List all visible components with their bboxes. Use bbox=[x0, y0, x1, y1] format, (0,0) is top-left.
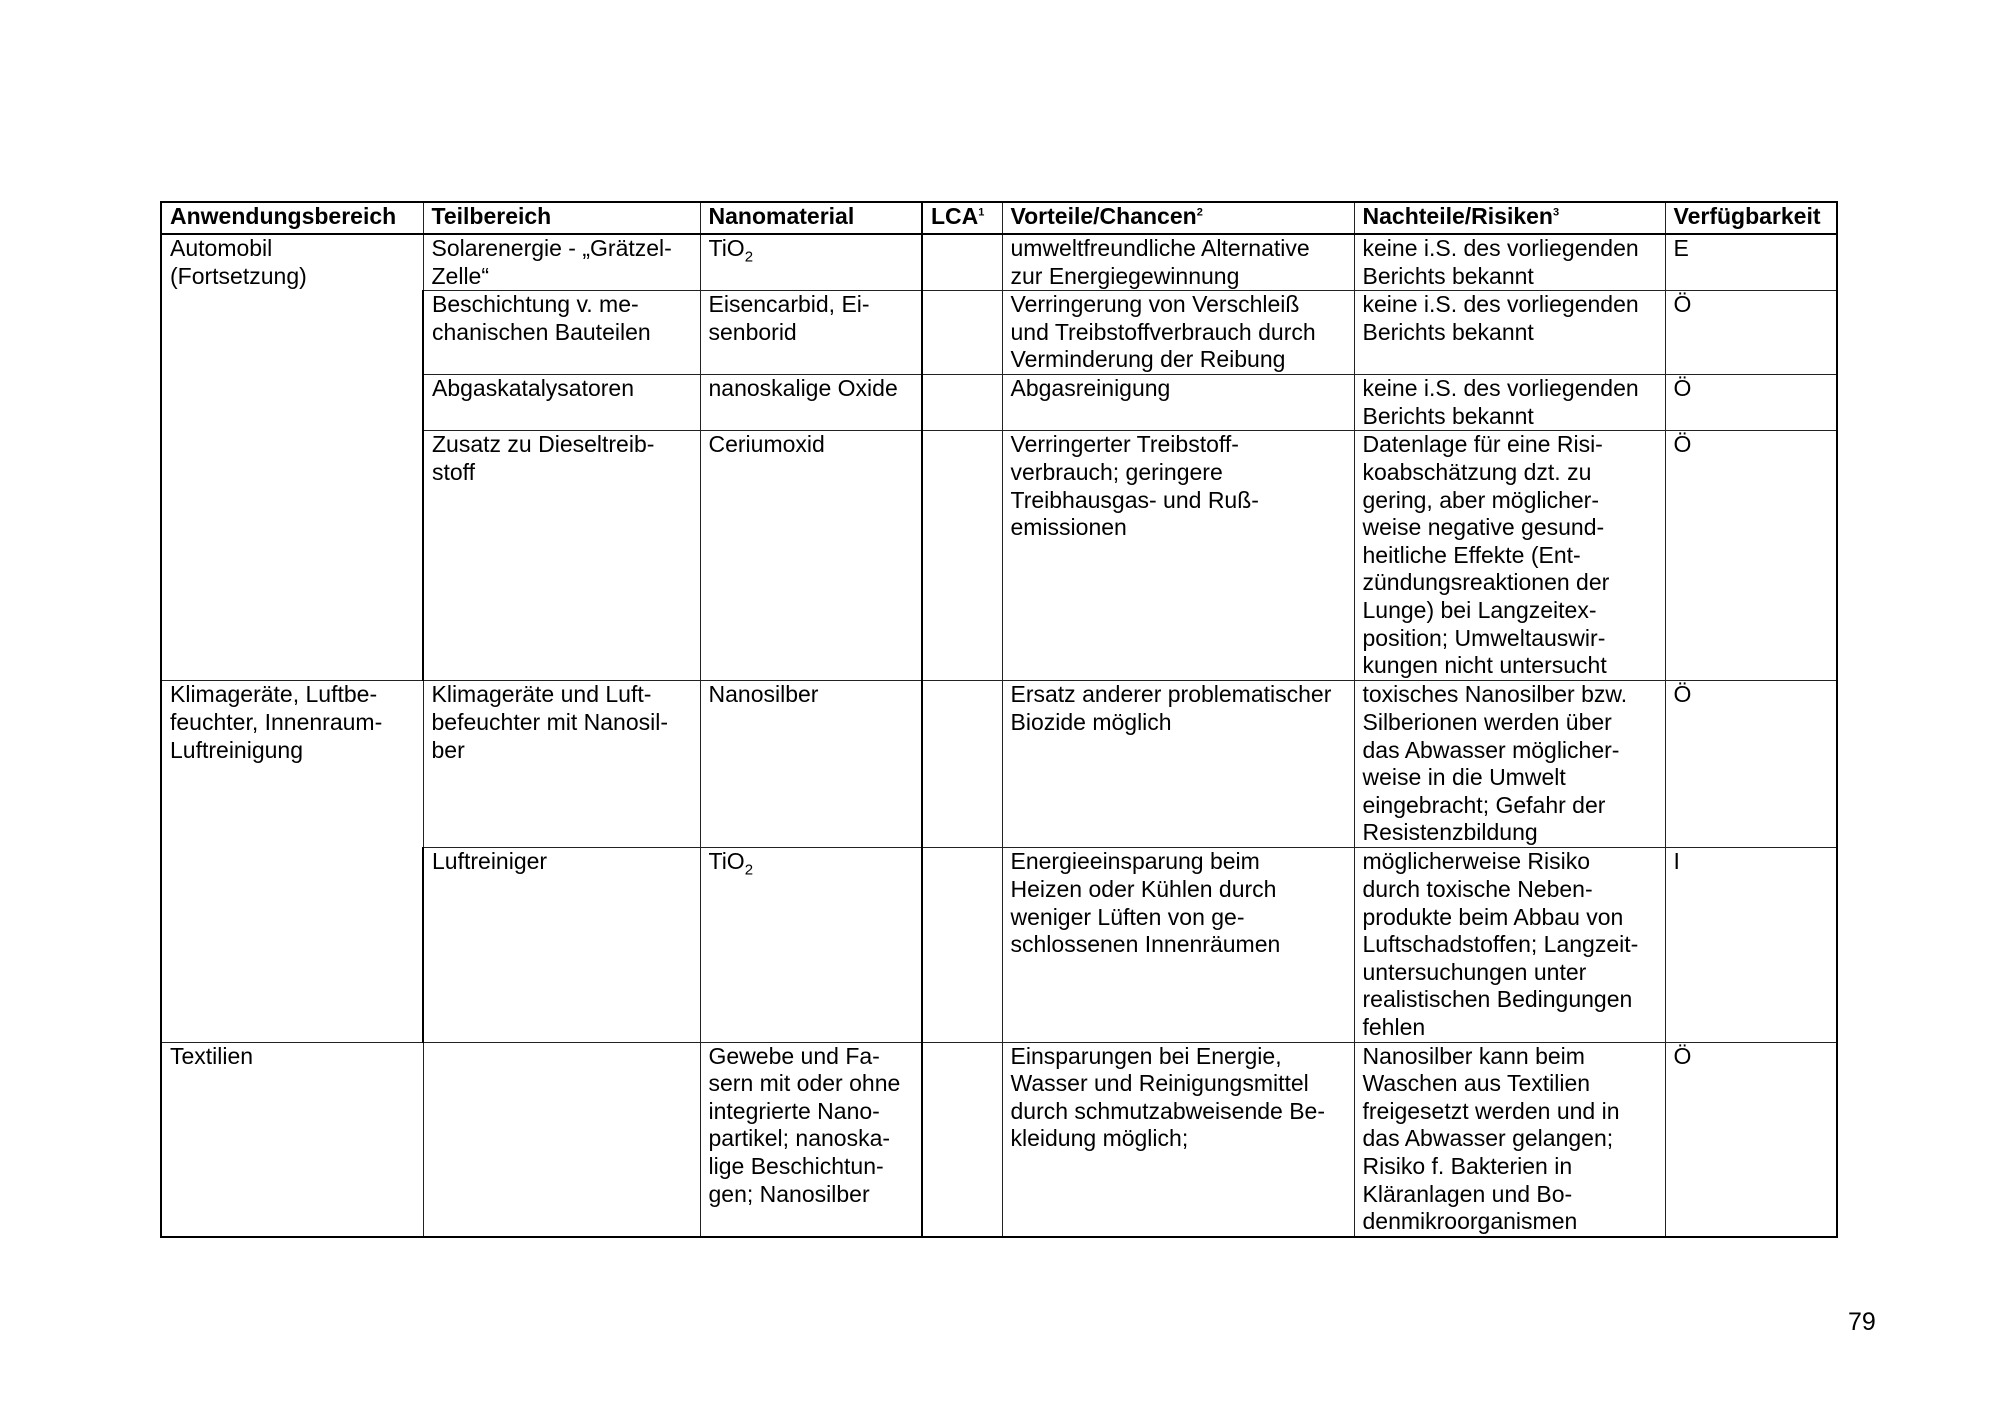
cell-lca bbox=[922, 234, 1002, 291]
cell-lca bbox=[922, 431, 1002, 681]
cell-verfuegbarkeit: Ö bbox=[1665, 431, 1837, 681]
cell-nanomaterial: Nanosilber bbox=[700, 681, 922, 848]
chemical-formula: TiO bbox=[708, 235, 745, 261]
cell-lca bbox=[922, 681, 1002, 848]
cell-verfuegbarkeit: E bbox=[1665, 234, 1837, 291]
header-lca-label: LCA bbox=[931, 203, 979, 229]
table-row bbox=[161, 1042, 1837, 1237]
cell-nanomaterial bbox=[700, 234, 922, 291]
header-nachteile bbox=[1354, 202, 1665, 234]
cell-nanomaterial bbox=[700, 848, 922, 1042]
cell-nachteile: möglicherweise Risiko durch toxische Neben- produkte beim Abbau von Luftschadstoffen; Langzeit- untersuchungen unter realistischen Bedingungen fehlen bbox=[1354, 848, 1665, 1042]
cell-nachteile: Datenlage für eine Risi- koabschätzung dzt. zu gering, aber möglicher- weise negative gesund- heitliche Effekte (Ent- zündungsreaktionen der Lunge) bei Langzeitex- position; Umweltauswir- kungen nicht untersucht bbox=[1354, 431, 1665, 681]
cell-nanomaterial: Eisencarbid, Ei- senborid bbox=[700, 291, 922, 375]
cell-vorteile: umweltfreundliche Alternative zur Energiegewinnung bbox=[1002, 234, 1354, 291]
cell-nachteile: keine i.S. des vorliegenden Berichts bekannt bbox=[1354, 291, 1665, 375]
footnote-marker: 3 bbox=[1552, 206, 1560, 219]
table-row bbox=[161, 681, 1837, 848]
table-row bbox=[161, 234, 1837, 291]
footnote-marker: 1 bbox=[978, 206, 985, 219]
cell-teilbereich: Abgaskatalysatoren bbox=[423, 375, 700, 431]
application-table bbox=[160, 201, 1838, 1238]
cell-nachteile: keine i.S. des vorliegenden Berichts bekannt bbox=[1354, 375, 1665, 431]
cell-verfuegbarkeit: Ö bbox=[1665, 375, 1837, 431]
cell-vorteile: Verringerter Treibstoff- verbrauch; geringere Treibhausgas- und Ruß- emissionen bbox=[1002, 431, 1354, 681]
cell-teilbereich: Zusatz zu Dieseltreib- stoff bbox=[423, 431, 700, 681]
page-number: 79 bbox=[1848, 1308, 1876, 1336]
cell-vorteile: Abgasreinigung bbox=[1002, 375, 1354, 431]
cell-nanomaterial: Gewebe und Fa- sern mit oder ohne integrierte Nano- partikel; nanoska- lige Beschichtun- gen; Nanosilber bbox=[700, 1042, 922, 1237]
cell-nachteile: keine i.S. des vorliegenden Berichts bekannt bbox=[1354, 234, 1665, 291]
subscript: 2 bbox=[744, 861, 754, 879]
cell-vorteile: Energieeinsparung beim Heizen oder Kühlen durch weniger Lüften von ge- schlossenen Innenräumen bbox=[1002, 848, 1354, 1042]
cell-lca bbox=[922, 291, 1002, 375]
cell-nanomaterial: Ceriumoxid bbox=[700, 431, 922, 681]
cell-vorteile: Verringerung von Verschleiß und Treibstoffverbrauch durch Verminderung der Reibung bbox=[1002, 291, 1354, 375]
cell-lca bbox=[922, 375, 1002, 431]
cell-teilbereich: Beschichtung v. me- chanischen Bauteilen bbox=[423, 291, 700, 375]
footnote-marker: 2 bbox=[1196, 206, 1203, 219]
header-teilbereich: Teilbereich bbox=[423, 202, 700, 234]
header-verfuegbarkeit: Verfügbarkeit bbox=[1665, 202, 1837, 234]
cell-verfuegbarkeit: I bbox=[1665, 848, 1837, 1042]
cell-teilbereich: Solarenergie - „Grätzel- Zelle“ bbox=[423, 234, 700, 291]
cell-vorteile: Ersatz anderer problematischer Biozide möglich bbox=[1002, 681, 1354, 848]
subscript: 2 bbox=[744, 248, 754, 266]
cell-teilbereich bbox=[423, 1042, 700, 1237]
chemical-formula: TiO bbox=[708, 848, 745, 875]
cell-teilbereich: Luftreiniger bbox=[423, 848, 700, 1042]
cell-verfuegbarkeit: Ö bbox=[1665, 1042, 1837, 1237]
cell-anwendungsbereich: Klimageräte, Luftbe- feuchter, Innenraum- Luftreinigung bbox=[161, 681, 423, 1042]
header-vorteile-label: Vorteile/Chancen bbox=[1010, 203, 1197, 229]
header-lca bbox=[922, 202, 1002, 234]
cell-verfuegbarkeit: Ö bbox=[1665, 291, 1837, 375]
header-nanomaterial: Nanomaterial bbox=[700, 202, 922, 234]
cell-nachteile: toxisches Nanosilber bzw. Silberionen werden über das Abwasser möglicher- weise in die Umwelt eingebracht; Gefahr der Resistenzbildung bbox=[1354, 681, 1665, 848]
cell-lca bbox=[922, 1042, 1002, 1237]
cell-vorteile: Einsparungen bei Energie, Wasser und Reinigungsmittel durch schmutzabweisende Be- kleidung möglich; bbox=[1002, 1042, 1354, 1237]
cell-nachteile: Nanosilber kann beim Waschen aus Textilien freigesetzt werden und in das Abwasser gelangen; Risiko f. Bakterien in Kläranlagen und Bo- denmikroorganismen bbox=[1354, 1042, 1665, 1237]
table-header-row bbox=[161, 202, 1837, 234]
header-nachteile-label: Nachteile/Risiken bbox=[1362, 203, 1553, 229]
cell-anwendungsbereich: Automobil (Fortsetzung) bbox=[161, 234, 423, 681]
cell-teilbereich: Klimageräte und Luft- befeuchter mit Nanosil- ber bbox=[423, 681, 700, 848]
cell-lca bbox=[922, 848, 1002, 1042]
header-vorteile bbox=[1002, 202, 1354, 234]
cell-nanomaterial: nanoskalige Oxide bbox=[700, 375, 922, 431]
cell-verfuegbarkeit: Ö bbox=[1665, 681, 1837, 848]
header-anwendungsbereich: Anwendungsbereich bbox=[161, 202, 423, 234]
cell-anwendungsbereich: Textilien bbox=[161, 1042, 423, 1237]
